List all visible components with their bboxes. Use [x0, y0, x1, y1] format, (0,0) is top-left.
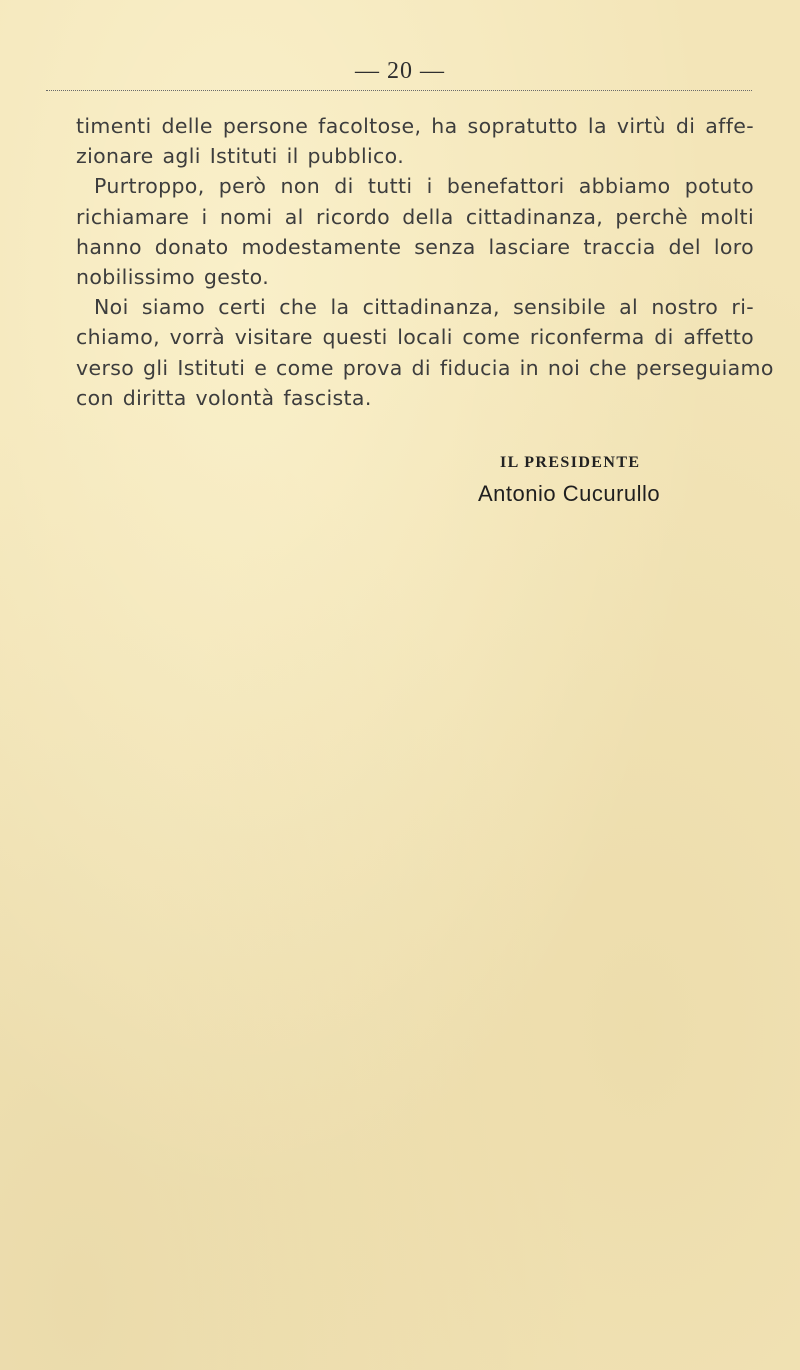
text-line: timenti delle persone facoltose, ha sopratutto la virtù di affe-: [76, 114, 754, 138]
text-line: Purtroppo, però non di tutti i benefattori abbiamo potuto: [94, 174, 754, 199]
signature-block: [478, 452, 718, 508]
page-number: — 20 —: [355, 58, 445, 84]
body-text: [76, 111, 774, 413]
text-line: zionare agli Istituti il pubblico.: [76, 144, 405, 169]
text-line: con diritta volontà fascista.: [76, 385, 372, 410]
signature-title: IL PRESIDENTE: [500, 454, 641, 471]
text-line: nobilissimo gesto.: [76, 265, 270, 290]
text-line: richiamare i nomi al ricordo della cittadinanza, perchè molti: [76, 204, 754, 229]
text-line: hanno donato modestamente senza lasciare traccia del loro: [76, 234, 754, 259]
text-line: chiamo, vorrà visitare questi locali come riconferma di affetto: [76, 325, 754, 350]
signature-name: Antonio Cucurullo: [478, 481, 661, 506]
header-dotted-rule: [46, 90, 752, 91]
text-line: verso gli Istituti e come prova di fiducia in noi che perseguiamo: [76, 355, 774, 380]
text-line: Noi siamo certi che la cittadinanza, sensibile al nostro ri-: [94, 295, 754, 320]
